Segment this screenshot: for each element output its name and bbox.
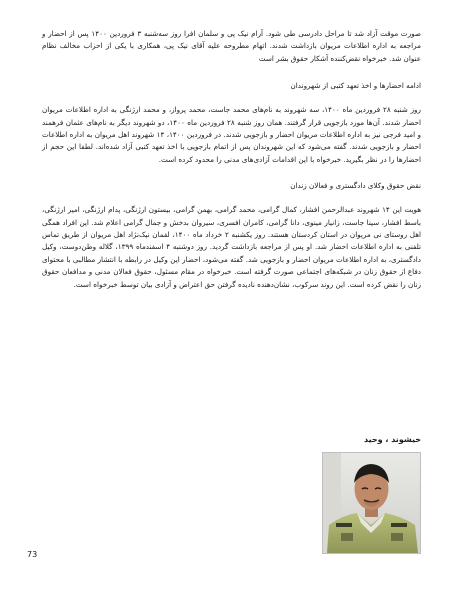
person-photo xyxy=(322,452,421,554)
paragraph-lawyers: هویت این ۱۴ شهروند عبدالرحمن افشار، کمال گرامی، محمد گرامی، بهمن گرامی، بیستون ارژنگی، پدام ارژنگی، امیر ارژنگی، باسط افشار، سینا جاست، زانیار مینوی، دانا گرامی، کامران افسری، سیروان بدخش و جمال گرامی اعلام شد. این افراد همگی اهل روستای نی مریوان در استان کردستان هستند. روز یکشنبه ۲ خرداد ماه ۱۴۰۰، لقمان نیک‌نژاد اهل مریوان از طریق تماس تلفنی به اداره اطلاعات احضار شد. او پس از مراجعه بازداشت گردید. روز دوشنبه ۴ اسفندماه ۱۳۹۹، گلاله وطن‌دوست، وکیل دادگستری، به اداره اطلاعات مریوان احضار و بازجویی شد. گفته می‌شود، احضار این وکیل در رابطه با انتشار مطالبی با محتوای دفاع از حقوق زنان در شبکه‌های اجتماعی صورت گرفته است. خبرخواه در مقام مسئول، حقوق فعالان مدنی و مدافعان حقوق زنان را نقض کرده است. این روند سرکوب، نشان‌دهنده نادیده گرفتن حق اعتراض و آزادی بیان توسط خبرخواه است. xyxy=(42,205,422,289)
document-body xyxy=(42,28,421,305)
person-profile xyxy=(321,434,421,554)
paragraph-intro: صورت موقت آزاد شد تا مراحل دادرسی طی شود. آرام نیک پی و سلمان افرا روز سه‌شنبه ۳ فروردین ۱۴۰۰ پس از احضار و مراجعه به اداره اطلاعات مریوان بازداشت شدند. اتهام مطروحه علیه آقای نیک پی، همکاری با یکی از احزاب مخالف نظام عنوان شد. خبرخواه نقض‌کننده آشکار حقوق بشر است xyxy=(42,29,421,63)
person-name: خیشوند ، وحید xyxy=(363,435,421,444)
section-heading-lawyers: نقض حقوق وکلای دادگستری و فعالان زندان xyxy=(290,181,421,191)
page-number: 73 xyxy=(27,550,38,559)
section-heading-summons: ادامه احضارها و اخذ تعهد کتبی از شهروندان xyxy=(290,81,421,91)
paragraph-summons: روز شنبه ۲۸ فروردین ماه ۱۴۰۰، سه شهروند به نام‌های محمد جاست، محمد پرواز، و محمد ارژنگی به اداره اطلاعات مریوان احضار شدند. آن‌ها مورد بازجویی قرار گرفتند. همان روز شنبه ۲۸ فروردین ماه ۱۴۰۰، دو شهروند دیگر به نام‌های عثمان فرهمند و امید فرجی نیز به اداره اطلاعات مریوان احضار و بازجویی شدند. در فروردین ۱۴۰۰، ۱۴ شهروند اهل مریوان به اداره اطلاعات احضار و بازجویی شدند. گفته می‌شود که این شهروندان پس از اتمام بازجویی با اخذ تعهد کتبی آزاد شده‌اند. لطفا این حجم از احضارها را در نظر بگیرید. خبرخواه با این اقدامات آزادی‌های مدنی را محدود کرده است. xyxy=(42,105,421,164)
